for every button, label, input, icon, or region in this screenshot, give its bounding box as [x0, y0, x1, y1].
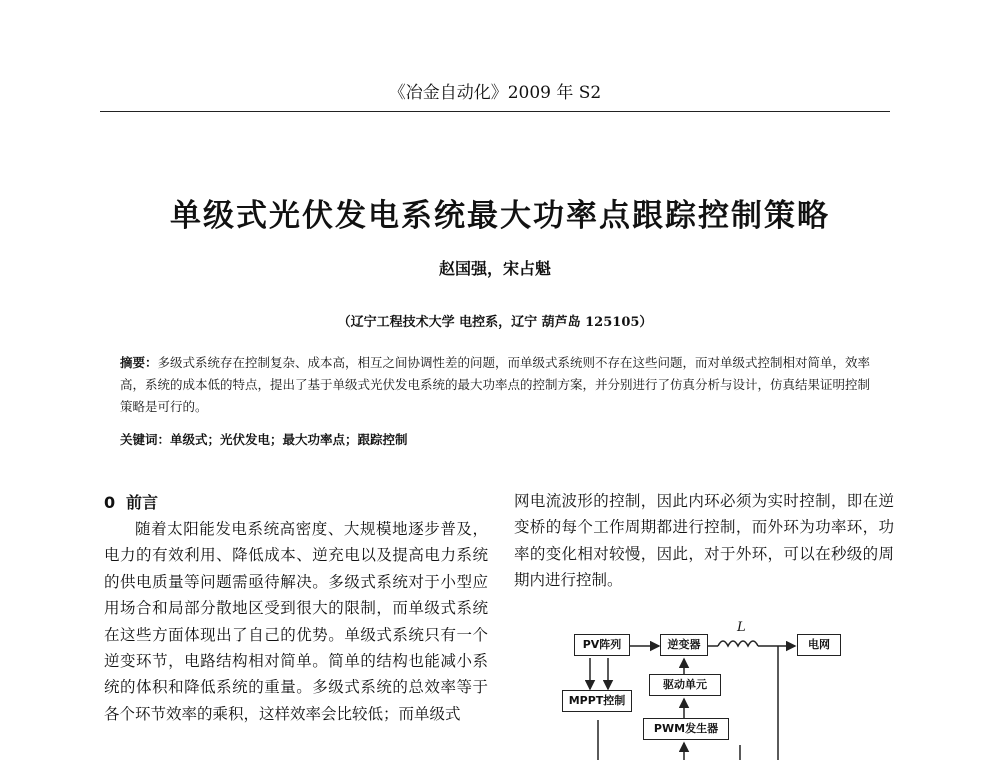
- pv-array-block: [574, 634, 630, 656]
- mppt-control-label: MPPT控制: [568, 694, 626, 707]
- abstract-label: 摘要：: [120, 355, 158, 370]
- section-heading: [104, 490, 158, 513]
- left-column: [104, 516, 488, 727]
- driver-unit-block: [649, 674, 721, 696]
- pwm-generator-block: [643, 718, 729, 740]
- grid-block: [797, 634, 841, 656]
- journal-header: 《冶金自动化》2009 年 S2: [388, 83, 602, 103]
- keywords-label: 关键词：: [120, 432, 171, 447]
- header-rule: [100, 111, 890, 112]
- driver-unit-label: 驱动单元: [663, 678, 707, 691]
- inverter-block: [660, 634, 708, 656]
- authors: 赵国强，宋占魁: [438, 259, 551, 278]
- inverter-label: 逆变器: [667, 638, 701, 651]
- grid-label: 电网: [808, 638, 830, 651]
- abstract-text: 多级式系统存在控制复杂、成本高，相互之间协调性差的问题，而单级式系统则不存在这些问题，而对单级式控制相对简单，效率高，系统的成本低的特点，提出了基于单级式光伏发电系统的最大功率点的控制方案，并分别进行了仿真分析与设计，仿真结果证明控制策略是可行的。: [120, 355, 871, 414]
- inductor-coil: [718, 641, 758, 646]
- inductor-label: L: [737, 620, 746, 635]
- keywords: [120, 430, 880, 448]
- affiliation: （辽宁工程技术大学 电控系，辽宁 葫芦岛 125105）: [337, 315, 653, 330]
- pv-array-label: PV阵列: [582, 638, 622, 651]
- right-column: [514, 488, 894, 594]
- keywords-text: 单级式；光伏发电；最大功率点；跟踪控制: [170, 432, 408, 447]
- mppt-control-block: [562, 690, 632, 712]
- section-title: 前言: [126, 493, 159, 512]
- pwm-generator-label: PWM发生器: [653, 722, 719, 735]
- abstract: [120, 352, 880, 418]
- right-column-text: 网电流波形的控制，因此内环必须为实时控制，即在逆变桥的每个工作周期都进行控制，而外环为功率环，功率的变化相对较慢，因此，对于外环，可以在秒级的周期内进行控制。: [514, 492, 894, 590]
- section-number: 0: [104, 493, 116, 512]
- left-column-text: 随着太阳能发电系统高密度、大规模地逐步普及，电力的有效利用、降低成本、逆充电以及提高电力系统的供电质量等问题需亟待解决。多级式系统对于小型应用场合和局部分散地区受到很大的限制，而单级式系统在这些方面体现出了自己的优势。单级式系统只有一个逆变环节，电路结构相对简单。简单的结构也能减小系统的体积和降低系统的重量。多级式系统的总效率等于各个环节效率的乘积，这样效率会比较低；而单级式: [104, 520, 488, 723]
- paper-title: 单级式光伏发电系统最大功率点跟踪控制策略: [170, 198, 830, 234]
